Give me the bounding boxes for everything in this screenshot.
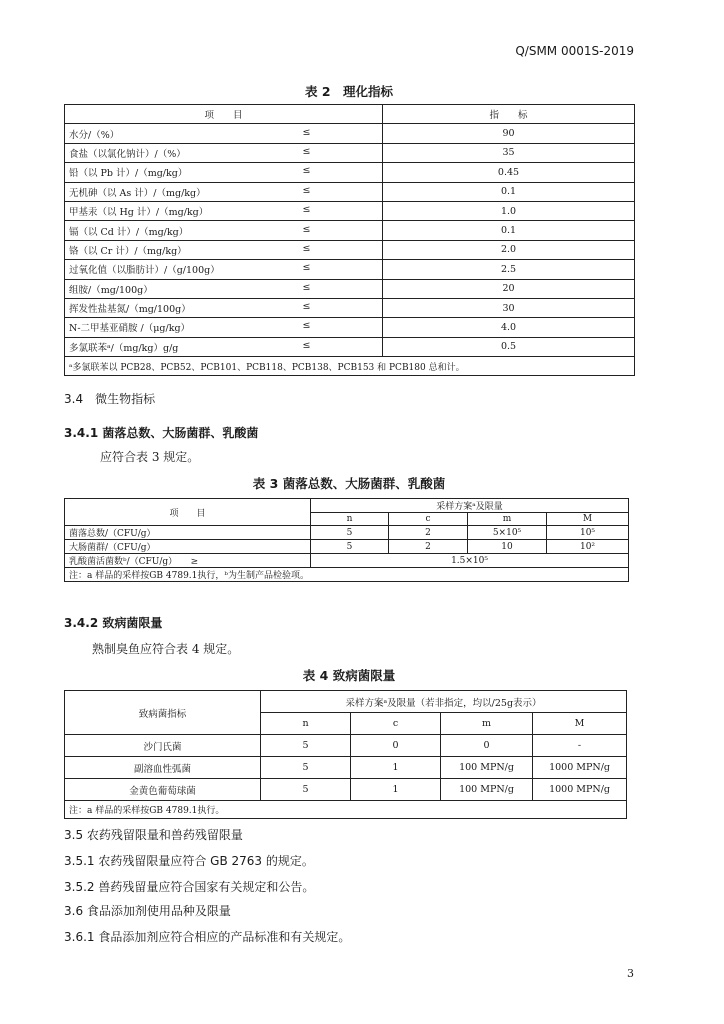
table3-item: 菌落总数/（CFU/g） xyxy=(65,526,311,540)
section-3-4-2: 3.4.2 致病菌限量 xyxy=(64,616,163,630)
table4-M: 1000 MPN/g xyxy=(533,779,627,801)
table3-m: 10 xyxy=(468,540,547,554)
table4-n: 5 xyxy=(261,757,351,779)
table3-note-row xyxy=(65,568,629,582)
table3-head-M: M xyxy=(547,513,629,526)
paragraph-3-4-1: 应符合表 3 规定。 xyxy=(100,450,200,464)
table2-item-cell xyxy=(65,279,383,298)
table4-item: 沙门氏菌 xyxy=(65,735,261,757)
table4-head-m: m xyxy=(441,713,533,735)
table2-item-cell xyxy=(65,143,383,162)
table2-item-cell xyxy=(65,163,383,182)
table2-item-cell xyxy=(65,182,383,201)
item-label: 过氧化值（以脂肪计）/（g/100g） xyxy=(69,265,220,277)
section-3-4: 3.4 微生物指标 xyxy=(64,392,156,406)
table2-value-cell: 0.45 xyxy=(383,163,635,182)
item-label: 无机砷（以 As 计）/（mg/kg） xyxy=(69,187,206,199)
table-row xyxy=(65,540,629,554)
table4-m: 100 MPN/g xyxy=(441,779,533,801)
operator: ≤ xyxy=(302,223,311,235)
table-row xyxy=(65,318,635,337)
table-row xyxy=(65,279,635,298)
table2-item-cell xyxy=(65,318,383,337)
table2-item-cell xyxy=(65,337,383,356)
table4-M: - xyxy=(533,735,627,757)
table2-value-cell: 35 xyxy=(383,143,635,162)
table2-value-cell: 1.0 xyxy=(383,201,635,220)
table2-header-row xyxy=(65,105,635,124)
table3-n: 5 xyxy=(311,540,389,554)
table2-value-cell: 20 xyxy=(383,279,635,298)
table3-m: 5×10⁵ xyxy=(468,526,547,540)
table3-M: 10² xyxy=(547,540,629,554)
table2-caption: 表 2 理化指标 xyxy=(304,84,394,99)
table-row xyxy=(65,757,627,779)
table4-m: 0 xyxy=(441,735,533,757)
table2-value-cell: 90 xyxy=(383,124,635,143)
item-label: 甲基汞（以 Hg 计）/（mg/kg） xyxy=(69,207,209,219)
table-row xyxy=(65,337,635,356)
table3-lactic-value: 1.5×10⁵ xyxy=(311,554,629,568)
item-label: 铅（以 Pb 计）/（mg/kg） xyxy=(69,168,188,180)
item-label: 铬（以 Cr 计）/（mg/kg） xyxy=(69,245,187,257)
table3-head-item: 项 目 xyxy=(65,499,311,526)
table4-caption: 表 4 致病菌限量 xyxy=(302,668,396,683)
table4-head-plan: 采样方案ᵃ及限量（若非指定，均以/25g表示） xyxy=(261,691,627,713)
table3-caption: 表 3 菌落总数、大肠菌群、乳酸菌 xyxy=(252,476,446,491)
section-3-5-2: 3.5.2 兽药残留量应符合国家有关规定和公告。 xyxy=(64,880,315,894)
operator: ≤ xyxy=(302,165,311,177)
table2-item-cell xyxy=(65,221,383,240)
table4-header-row xyxy=(65,691,627,713)
table-row xyxy=(65,526,629,540)
table-row xyxy=(65,143,635,162)
table3-lactic-item: 乳酸菌活菌数ᵇ/（CFU/g） ≥ xyxy=(65,554,311,568)
table3-head-m: m xyxy=(468,513,547,526)
operator: ≤ xyxy=(302,184,311,196)
table-row xyxy=(65,554,629,568)
table2-note: ᵃ多氯联苯以 PCB28、PCB52、PCB101、PCB118、PCB138、PCB153 和 PCB180 总和计。 xyxy=(65,357,635,376)
table4-head-M: M xyxy=(533,713,627,735)
table3-note: 注：a 样品的采样按GB 4789.1执行，ᵇ为生制产品检验项。 xyxy=(65,568,629,582)
section-3-4-1: 3.4.1 菌落总数、大肠菌群、乳酸菌 xyxy=(64,426,259,440)
table3-M: 10⁵ xyxy=(547,526,629,540)
table-row xyxy=(65,221,635,240)
document-id: Q/SMM 0001S-2019 xyxy=(515,44,634,58)
table-row xyxy=(65,260,635,279)
operator: ≤ xyxy=(302,242,311,254)
table4-item: 副溶血性弧菌 xyxy=(65,757,261,779)
table3-header-row xyxy=(65,499,629,513)
operator: ≤ xyxy=(302,204,311,216)
table3-c: 2 xyxy=(389,540,468,554)
item-label: 挥发性盐基氮/（mg/100g） xyxy=(69,304,191,316)
table2-head-item: 项 目 xyxy=(65,105,383,124)
table3-head-n: n xyxy=(311,513,389,526)
table2 xyxy=(64,104,635,376)
item-label: 水分/（%） xyxy=(69,129,120,141)
section-3-5-1: 3.5.1 农药残留限量应符合 GB 2763 的规定。 xyxy=(64,854,314,868)
table-row xyxy=(65,735,627,757)
item-label: 多氯联苯ᵃ/（mg/kg）g/g xyxy=(69,342,179,354)
table3-c: 2 xyxy=(389,526,468,540)
table2-value-cell: 0.1 xyxy=(383,221,635,240)
table-row xyxy=(65,779,627,801)
paragraph-3-4-2: 熟制臭鱼应符合表 4 规定。 xyxy=(92,642,240,656)
table3-head-c: c xyxy=(389,513,468,526)
table4-n: 5 xyxy=(261,779,351,801)
item-label: 组胺/（mg/100g） xyxy=(69,284,153,296)
table2-value-cell: 0.5 xyxy=(383,337,635,356)
table4-head-c: c xyxy=(351,713,441,735)
table4-c: 1 xyxy=(351,779,441,801)
item-label: 食盐（以氯化钠计）/（%） xyxy=(69,148,186,160)
table3-head-plan: 采样方案ᵃ及限量 xyxy=(311,499,629,513)
table2-value-cell: 4.0 xyxy=(383,318,635,337)
table-row xyxy=(65,182,635,201)
table3-n: 5 xyxy=(311,526,389,540)
table2-value-cell: 2.5 xyxy=(383,260,635,279)
table4-head-item: 致病菌指标 xyxy=(65,691,261,735)
table4-M: 1000 MPN/g xyxy=(533,757,627,779)
table2-value-cell: 2.0 xyxy=(383,240,635,259)
table4-n: 5 xyxy=(261,735,351,757)
operator: ≤ xyxy=(302,320,311,332)
operator: ≤ xyxy=(302,301,311,313)
page-number: 3 xyxy=(627,967,634,980)
table-row xyxy=(65,298,635,317)
operator: ≤ xyxy=(302,126,311,138)
table3 xyxy=(64,498,629,582)
table2-item-cell xyxy=(65,240,383,259)
table-row xyxy=(65,240,635,259)
operator: ≤ xyxy=(302,145,311,157)
table4-note-row xyxy=(65,801,627,819)
table4-c: 1 xyxy=(351,757,441,779)
table4-item: 金黄色葡萄球菌 xyxy=(65,779,261,801)
table2-value-cell: 0.1 xyxy=(383,182,635,201)
table-row xyxy=(65,201,635,220)
item-label: N-二甲基亚硝胺 /（μg/kg） xyxy=(69,323,191,335)
table-row xyxy=(65,124,635,143)
table4-c: 0 xyxy=(351,735,441,757)
section-3-6: 3.6 食品添加剂使用品种及限量 xyxy=(64,904,231,918)
table4-note: 注：a 样品的采样按GB 4789.1执行。 xyxy=(65,801,627,819)
table-row xyxy=(65,163,635,182)
operator: ≤ xyxy=(302,262,311,274)
table2-item-cell xyxy=(65,260,383,279)
item-label: 镉（以 Cd 计）/（mg/kg） xyxy=(69,226,189,238)
section-3-5: 3.5 农药残留限量和兽药残留限量 xyxy=(64,828,243,842)
table3-item: 大肠菌群/（CFU/g） xyxy=(65,540,311,554)
table2-value-cell: 30 xyxy=(383,298,635,317)
table4-m: 100 MPN/g xyxy=(441,757,533,779)
table2-item-cell xyxy=(65,124,383,143)
table2-item-cell xyxy=(65,201,383,220)
table2-head-index: 指 标 xyxy=(383,105,635,124)
table4 xyxy=(64,690,627,819)
operator: ≤ xyxy=(302,339,311,351)
section-3-6-1: 3.6.1 食品添加剂应符合相应的产品标准和有关规定。 xyxy=(64,930,351,944)
table2-note-row xyxy=(65,357,635,376)
table2-item-cell xyxy=(65,298,383,317)
operator: ≤ xyxy=(302,281,311,293)
table4-head-n: n xyxy=(261,713,351,735)
